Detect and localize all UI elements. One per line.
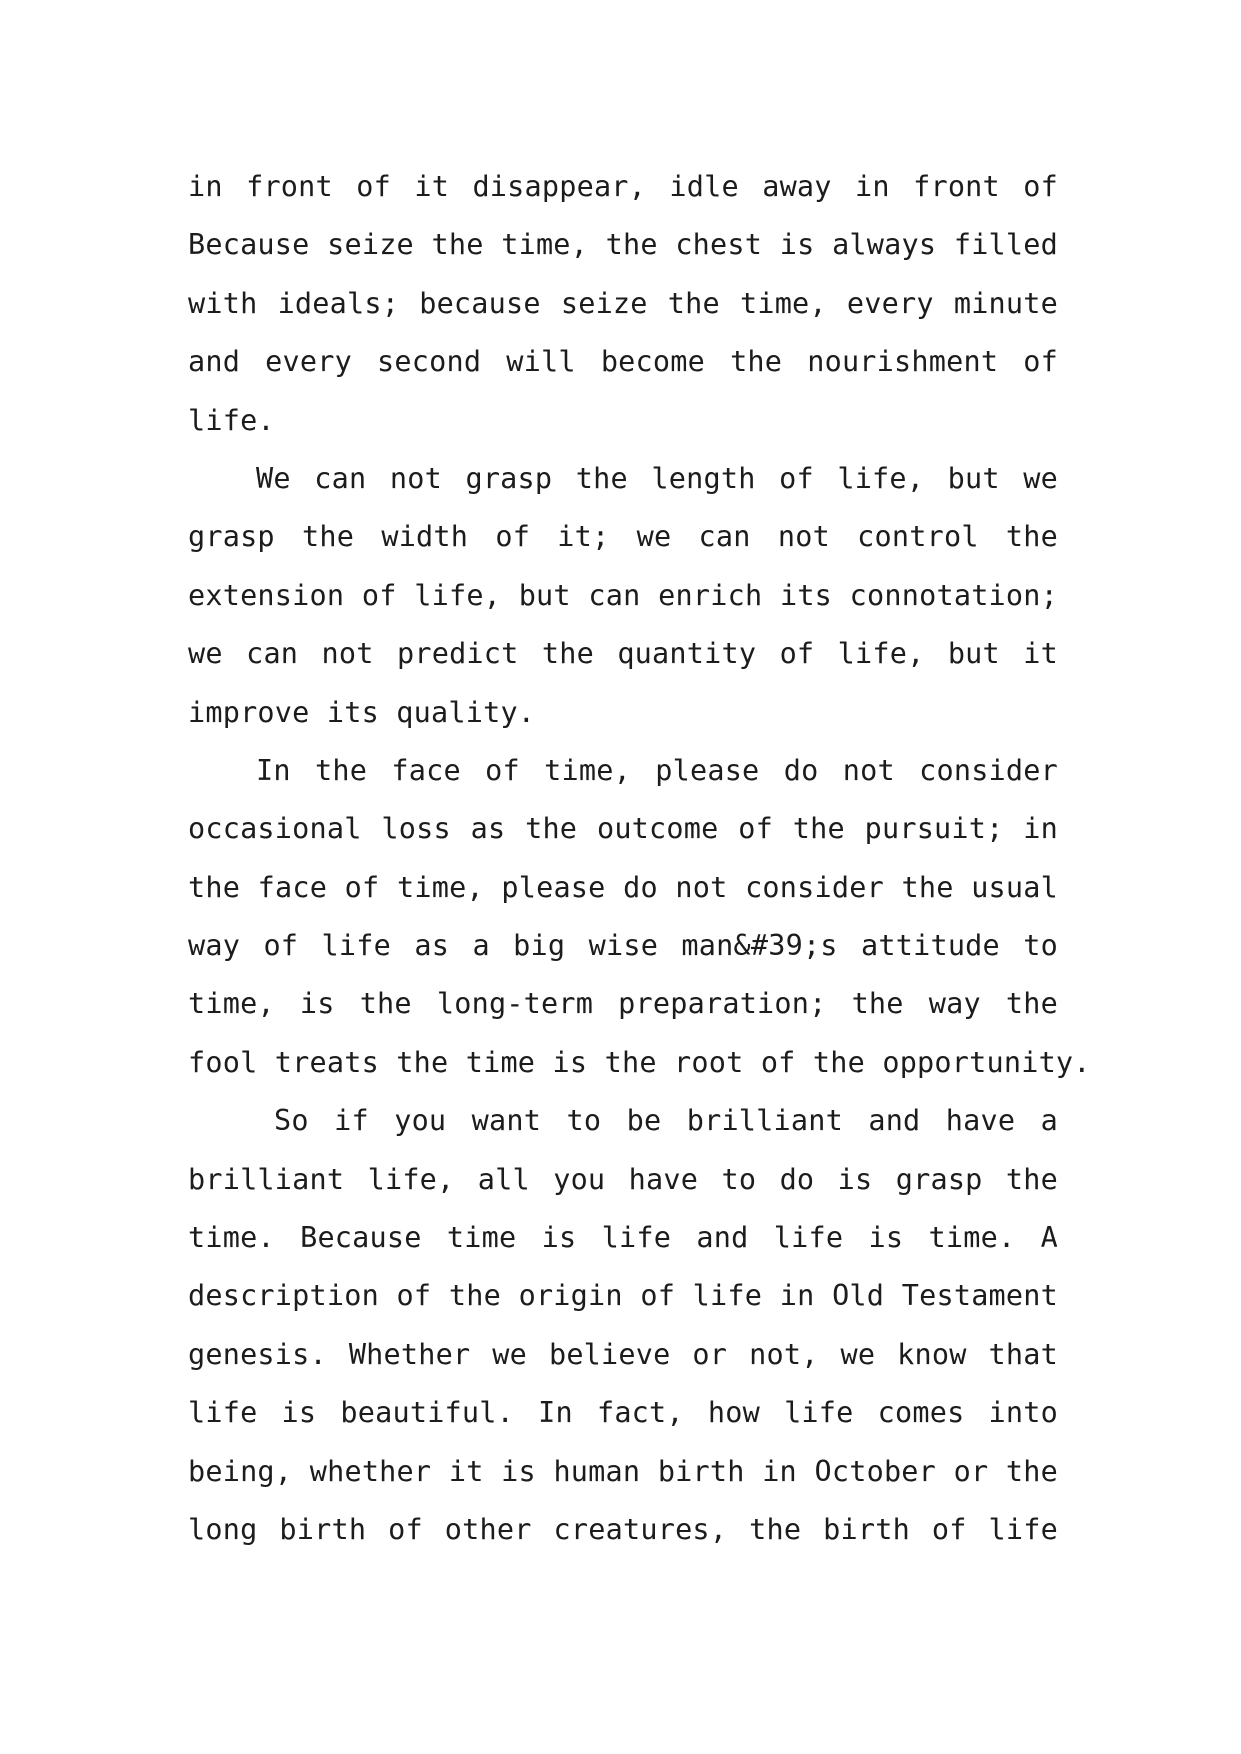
text-line: brilliant life, all you have to do is grasp the [188,1162,1058,1196]
text-line: the face of time, please do not consider the usual [188,870,1058,904]
text-line: long birth of other creatures, the birth of life [188,1512,1058,1546]
paragraph-start-line: We can not grasp the length of life, but we [256,461,1058,495]
text-line: way of life as a big wise man&#39;s attitude to [188,929,1058,963]
text-line: life is beautiful. In fact, how life comes into [188,1396,1058,1430]
paragraph-start-line: In the face of time, please do not consider [256,753,1058,787]
text-line: life. [188,403,275,437]
text-line: being, whether it is human birth in October or the [188,1454,1058,1488]
text-line: in front of it disappear, idle away in front of [188,170,1058,203]
body-text [188,158,1091,1559]
text-line: fool treats the time is the root of the opportunity. [188,1045,1091,1079]
text-line: description of the origin of life in Old Testament [188,1279,1058,1313]
text-line: extension of life, but can enrich its connotation; [188,578,1058,612]
text-line: occasional loss as the outcome of the pursuit; in [188,812,1058,846]
paragraph-start-line: So if you want to be brilliant and have a [274,1104,1058,1138]
text-line: genesis. Whether we believe or not, we know that [188,1337,1058,1371]
text-line: and every second will become the nourishment of [188,345,1058,379]
text-line: with ideals; because seize the time, every minute [188,286,1058,320]
text-line: time, is the long-term preparation; the way the [188,987,1058,1021]
text-line: grasp the width of it; we can not control the [188,520,1058,554]
text-line: improve its quality. [188,695,536,729]
text-line: time. Because time is life and life is time. A [188,1221,1058,1255]
text-line: we can not predict the quantity of life, but it [188,637,1058,671]
text-line: Because seize the time, the chest is always filled [188,228,1058,262]
